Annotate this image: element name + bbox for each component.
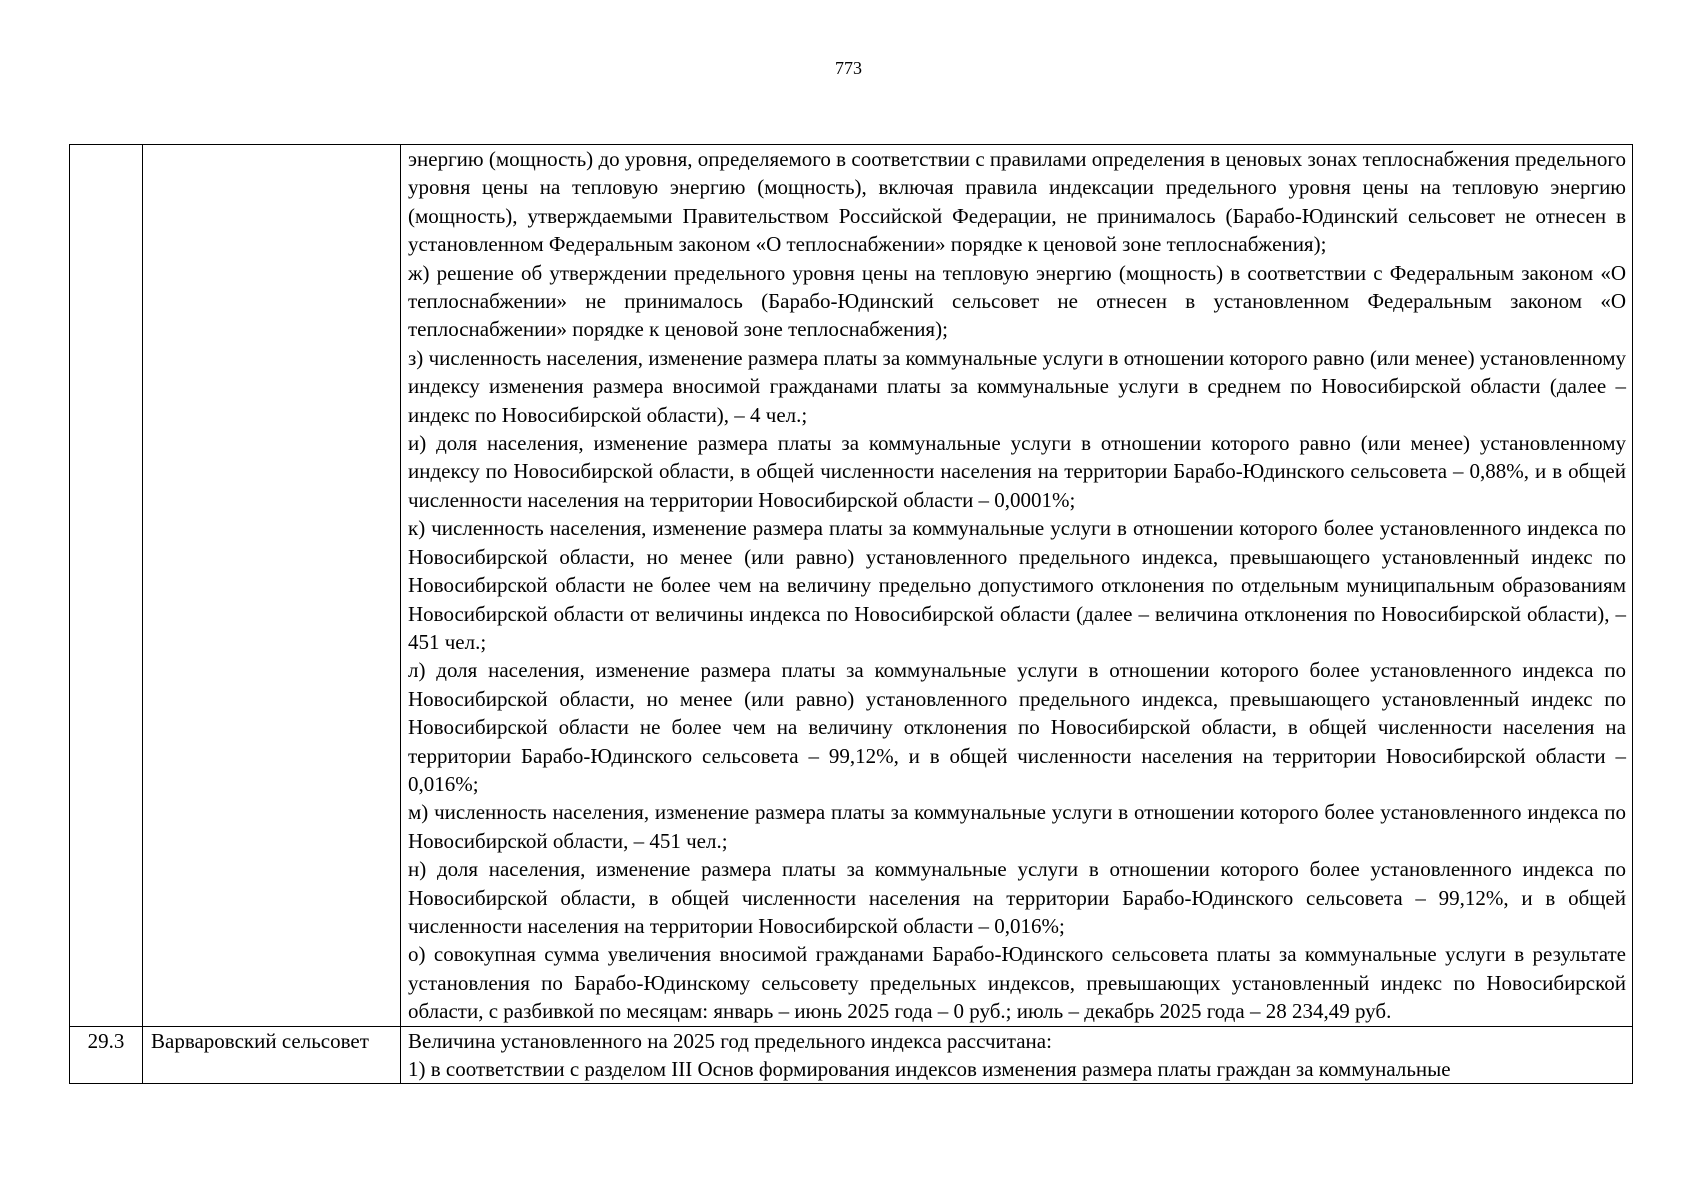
paragraph: л) доля населения, изменение размера платы за коммунальные услуги в отношении которого более установленного индекса по Новосибирской области, но менее (или равно) установленного предельного индекса, превышающего установленный индекс по Новосибирской области не более чем на величину отклонения по Новосибирской области, в общей численности населения на территории Барабо-Юдинского сельсовета – 99,12%, и в общей численности населения на территории Новосибирской области – 0,016%; — [408, 658, 1626, 796]
paragraph: Величина установленного на 2025 год предельного индекса рассчитана: — [408, 1028, 1052, 1053]
row-number-cell: 29.3 — [70, 1026, 143, 1084]
paragraph: н) доля населения, изменение размера платы за коммунальные услуги в отношении которого более установленного индекса по Новосибирской области, в общей численности населения на территории Барабо-Юдинского сельсовета – 99,12%, и в общей численности населения на территории Новосибирской области – 0,016%; — [408, 857, 1626, 938]
table-row — [70, 1026, 1633, 1084]
table-row — [70, 145, 1633, 1027]
municipality-name-cell: Варваровский сельсовет — [143, 1026, 401, 1084]
paragraph: энергию (мощность) до уровня, определяемого в соответствии с правилами определения в ценовых зонах теплоснабжения предельного уровня цены на тепловую энергию (мощность), включая правила индексации предельного уровня цены на тепловую энергию (мощность), утверждаемыми Правительством Российской Федерации, не принималось (Барабо-Юдинский сельсовет не отнесен в установленном Федеральным законом «О теплоснабжении» порядке к ценовой зоне теплоснабжения); — [408, 147, 1626, 257]
paragraph: о) совокупная сумма увеличения вносимой гражданами Барабо-Юдинского сельсовета платы за коммунальные услуги в результате установления по Барабо-Юдинскому сельсовету предельных индексов, превышающих установленный индекс по Новосибирской области, с разбивкой по месяцам: январь – июнь 2025 года – 0 руб.; июль – декабрь 2025 года – 28 234,49 руб. — [408, 942, 1626, 1024]
document-table — [69, 144, 1633, 1084]
row-number-cell — [70, 145, 143, 1027]
page-number: 773 — [835, 58, 862, 78]
municipality-name-cell — [143, 145, 401, 1027]
description-cell — [401, 145, 1633, 1027]
paragraph: к) численность населения, изменение размера платы за коммунальные услуги в отношении которого более установленного индекса по Новосибирской области, но менее (или равно) установленного предельного индекса, превышающего установленный индекс по Новосибирской области не более чем на величину предельно допустимого отклонения по отдельным муниципальным образованиям Новосибирской области от величины индекса по Новосибирской области (далее – величина отклонения по Новосибирской области), – 451 чел.; — [408, 516, 1626, 654]
paragraph: 1) в соответствии с разделом III Основ формирования индексов изменения размера платы граждан за коммунальные — [408, 1057, 1451, 1081]
paragraph: м) численность населения, изменение размера платы за коммунальные услуги в отношении которого более установленного индекса по Новосибирской области, – 451 чел.; — [408, 800, 1626, 853]
description-cell — [401, 1026, 1633, 1084]
paragraph: ж) решение об утверждении предельного уровня цены на тепловую энергию (мощность) в соответствии с Федеральным законом «О теплоснабжении» не принималось (Барабо-Юдинский сельсовет не отнесен в установленном Федеральным законом «О теплоснабжении» порядке к ценовой зоне теплоснабжения); — [408, 260, 1626, 342]
paragraph: з) численность населения, изменение размера платы за коммунальные услуги в отношении которого равно (или менее) установленному индексу изменения размера вносимой гражданами платы за коммунальные услуги в среднем по Новосибирской области (далее – индекс по Новосибирской области), – 4 чел.; — [408, 345, 1626, 427]
paragraph: и) доля населения, изменение размера платы за коммунальные услуги в отношении которого равно (или менее) установленному индексу по Новосибирской области, в общей численности населения на территории Барабо-Юдинского сельсовета – 0,88%, и в общей численности населения на территории Новосибирской области – 0,0001%; — [408, 431, 1626, 512]
